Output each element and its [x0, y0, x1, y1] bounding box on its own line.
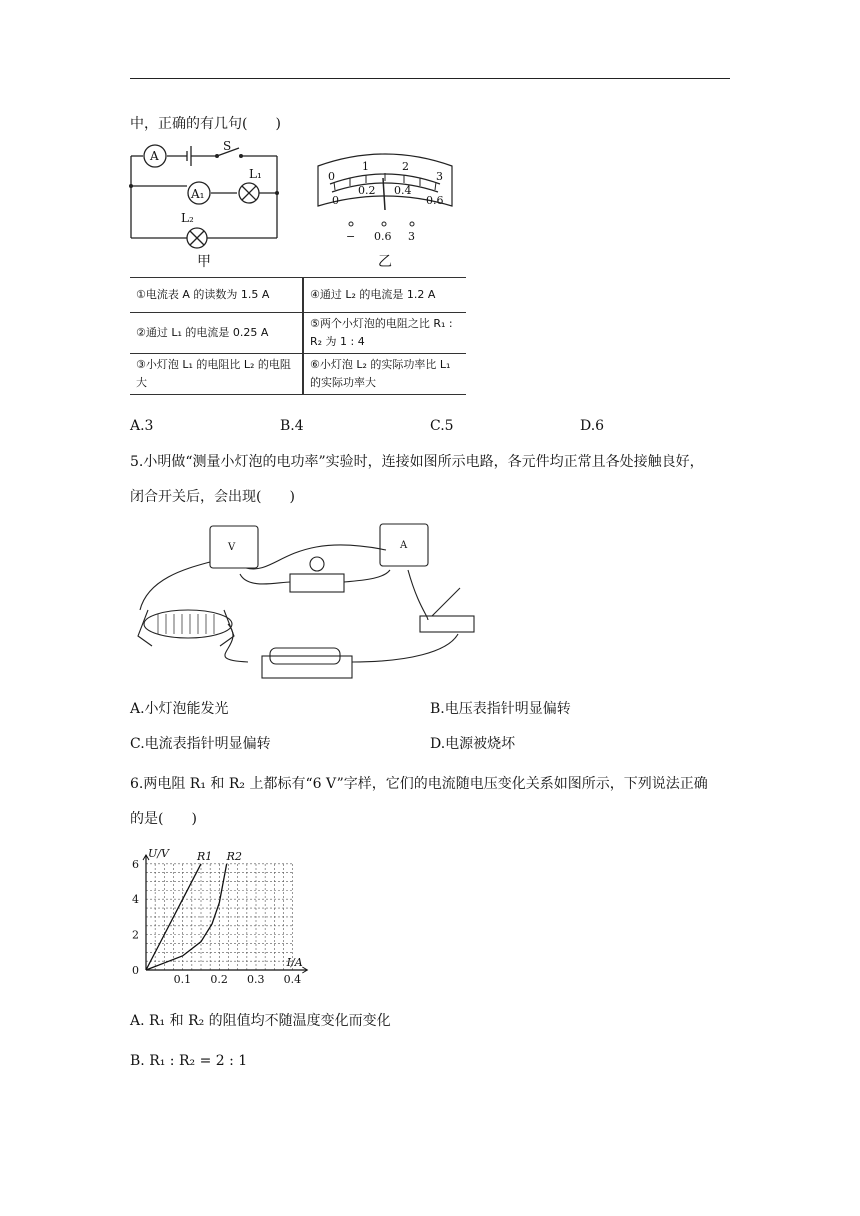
y-tick-label: 6 — [132, 857, 139, 871]
header-rule — [130, 78, 730, 79]
fig-yi-caption: 乙 — [378, 254, 392, 270]
q5-option-b[interactable]: B.电压表指针明显偏转 — [430, 701, 571, 717]
q4-option-d[interactable]: D.6 — [580, 418, 605, 434]
q5-line1: 5.小明做“测量小灯泡的电功率”实验时，连接如图所示电路，各元件均正常且各处接触良好， — [130, 454, 704, 470]
statement-5: ⑤两个小灯泡的电阻之比 R₁ : R₂ 为 1 : 4 — [303, 313, 466, 354]
q6-option-b[interactable]: B. R₁ : R₂ = 2 : 1 — [130, 1053, 248, 1069]
q4-option-b[interactable]: B.4 — [280, 418, 304, 434]
fig-jia-caption: 甲 — [197, 254, 211, 270]
x-tick-label: 0.1 — [173, 973, 192, 986]
chart-grid — [146, 864, 293, 970]
terminal-minus: − — [346, 230, 356, 243]
dial-top-3: 3 — [436, 170, 443, 183]
terminal-3: 3 — [408, 230, 415, 243]
series-label-r2: R2 — [226, 849, 242, 863]
q4-prompt-tail: 中，正确的有几句( ) — [130, 116, 281, 132]
y-tick-label: 2 — [132, 928, 139, 942]
circuit-diagram-jia — [125, 138, 295, 270]
q5-option-a[interactable]: A.小灯泡能发光 — [130, 701, 229, 717]
statement-4: ④通过 L₂ 的电流是 1.2 A — [303, 278, 466, 313]
q5-option-d[interactable]: D.电源被烧坏 — [430, 736, 516, 752]
q4-option-a[interactable]: A.3 — [130, 418, 154, 434]
iu-chart — [128, 838, 328, 988]
statement-1: ①电流表 A 的读数为 1.5 A — [130, 278, 303, 313]
statements-table — [130, 277, 466, 395]
dial-bottom-1: 0.2 — [358, 184, 376, 197]
q6-line2: 的是( ) — [130, 811, 197, 827]
x-tick-label: 0.4 — [283, 973, 302, 986]
series-label-r1: R1 — [197, 849, 213, 863]
ammeter-a-label: A — [150, 149, 159, 163]
q4-option-c[interactable]: C.5 — [430, 418, 454, 434]
y-tick-label: 0 — [132, 964, 139, 977]
q6-line1: 6.两电阻 R₁ 和 R₂ 上都标有“6 V”字样，它们的电流随电压变化关系如图所示，下列说法正确 — [130, 776, 708, 792]
dial-bottom-0: 0 — [332, 194, 339, 207]
statement-3: ③小灯泡 L₁ 的电阻比 L₂ 的电阻大 — [130, 354, 303, 395]
lamp-l2-label: L₂ — [181, 211, 194, 225]
y-axis-label: U/V — [148, 847, 169, 860]
dial-top-1: 1 — [362, 160, 369, 173]
voltmeter-label: V — [228, 542, 236, 553]
x-tick-label: 0.2 — [210, 973, 228, 986]
x-axis-label: I/A — [286, 956, 303, 969]
switch-s-label: S — [223, 139, 232, 153]
q5-option-c[interactable]: C.电流表指针明显偏转 — [130, 736, 271, 752]
q5-line2: 闭合开关后，会出现( ) — [130, 489, 295, 505]
dial-top-0: 0 — [328, 170, 335, 183]
ammeter-a1-label: A₁ — [191, 187, 205, 201]
x-tick-label: 0.3 — [247, 973, 265, 986]
ammeter-label: A — [400, 540, 408, 551]
dial-bottom-3: 0.6 — [426, 194, 444, 207]
dial-bottom-2: 0.4 — [394, 184, 412, 197]
terminal-0-6: 0.6 — [374, 230, 392, 243]
statement-6: ⑥小灯泡 L₂ 的实际功率比 L₁ 的实际功率大 — [303, 354, 466, 395]
dial-top-2: 2 — [402, 160, 409, 173]
statement-2: ②通过 L₁ 的电流是 0.25 A — [130, 313, 303, 354]
ammeter-dial-yi — [310, 150, 460, 272]
q6-option-a[interactable]: A. R₁ 和 R₂ 的阻值均不随温度变化而变化 — [130, 1013, 391, 1029]
lamp-l1-label: L₁ — [249, 167, 262, 181]
circuit-photo-drawing — [128, 516, 478, 682]
y-tick-label: 4 — [132, 893, 139, 907]
